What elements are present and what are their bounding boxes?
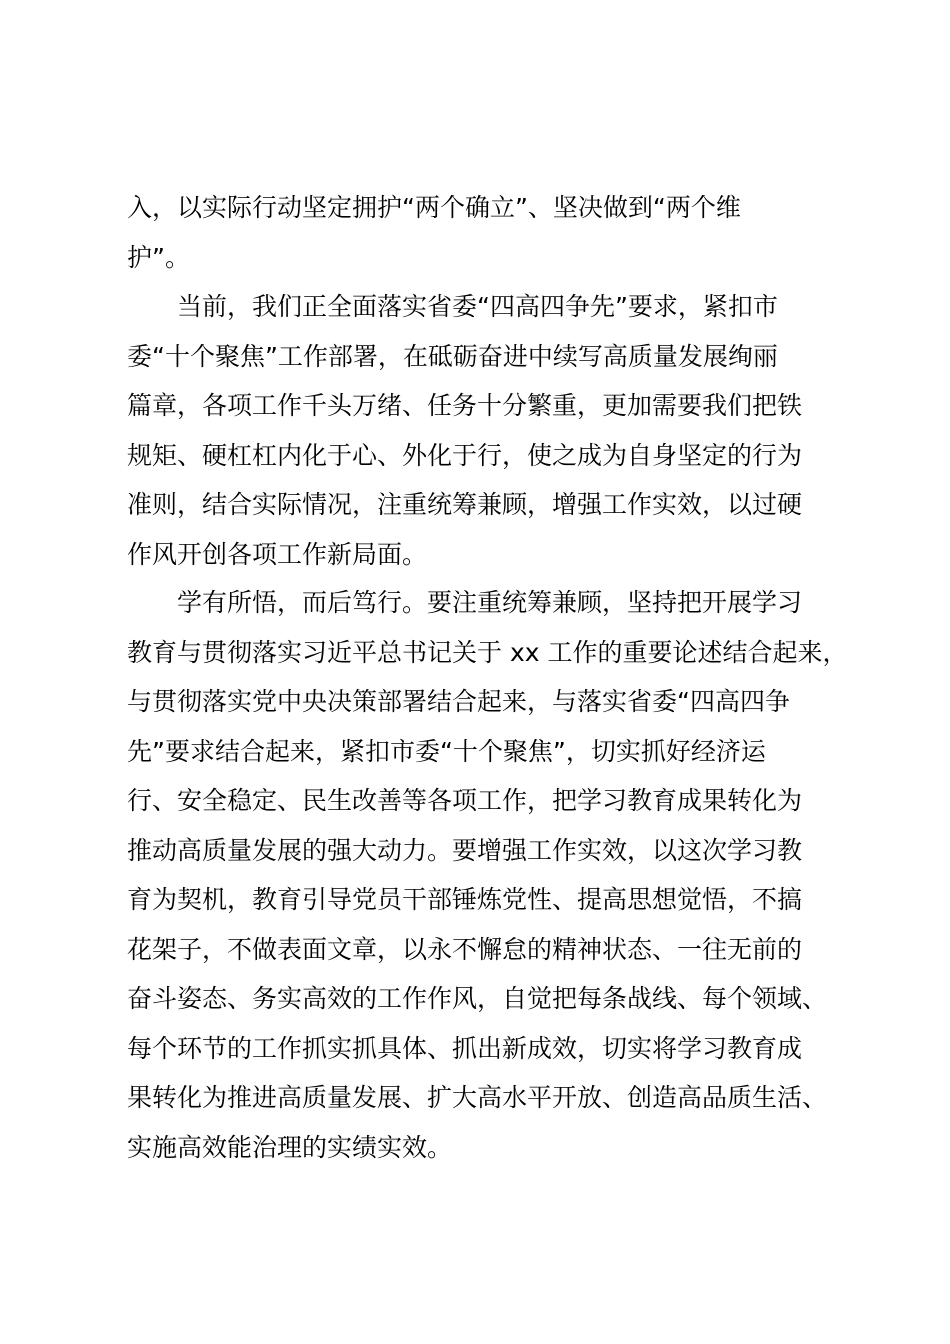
- paragraph-line: 育为契机，教育引导党员干部锤炼党性、提高思想觉悟，不搞: [127, 885, 803, 914]
- paragraph-line: 花架子，不做表面文章，以永不懈怠的精神状态、一往无前的: [127, 934, 803, 964]
- paragraph-line: 护”。: [127, 242, 190, 272]
- paragraph-line: 每个环节的工作抓实抓具体、抓出新成效，切实将学习教育成: [127, 1033, 803, 1063]
- paragraph-line: 准则，结合实际情况，注重统筹兼顾，增强工作实效，以过硬: [127, 490, 803, 519]
- paragraph-first-line: 学有所悟，而后笃行。要注重统筹兼顾，坚持把开展学习: [177, 588, 803, 617]
- paragraph-line: 推动高质量发展的强大动力。要增强工作实效，以这次学习教: [127, 835, 803, 865]
- paragraph-line: 委“十个聚焦”工作部署，在砥砺奋进中续写高质量发展绚丽: [127, 341, 778, 371]
- paragraph-1: [127, 183, 741, 282]
- paragraph-line: 实施高效能治理的实绩实效。: [127, 1132, 453, 1162]
- paragraph-line: 作风开创各项工作新局面。: [127, 539, 428, 569]
- paragraph-line: 入，以实际行动坚定拥护“两个确立”、坚决做到“两个维: [127, 193, 741, 222]
- paragraph-line: 先”要求结合起来，紧扣市委“十个聚焦”，切实抓好经济运: [127, 736, 766, 766]
- paragraph-line: 篇章，各项工作千头万绪、任务十分繁重，更加需要我们把铁: [127, 391, 803, 420]
- paragraph-line: 教育与贯彻落实习近平总书记关于 xx 工作的重要论述结合起来，: [127, 637, 848, 667]
- paragraph-line: 奋斗姿态、务实高效的工作作风，自觉把每条战线、每个领域、: [127, 984, 828, 1013]
- paragraph-2: [127, 282, 802, 579]
- paragraph-line: 规矩、硬杠杠内化于心、外化于行，使之成为自身坚定的行为: [127, 440, 803, 470]
- paragraph-line: 与贯彻落实党中央决策部署结合起来，与落实省委“四高四争: [127, 687, 790, 716]
- paragraph-line: 行、安全稳定、民生改善等各项工作，把学习教育成果转化为: [127, 786, 803, 815]
- paragraph-first-line: 当前，我们正全面落实省委“四高四争先”要求，紧扣市: [177, 292, 778, 321]
- paragraph-line: 果转化为推进高质量发展、扩大高水平开放、创造高品质生活、: [127, 1083, 828, 1112]
- paragraph-3: [127, 578, 848, 1172]
